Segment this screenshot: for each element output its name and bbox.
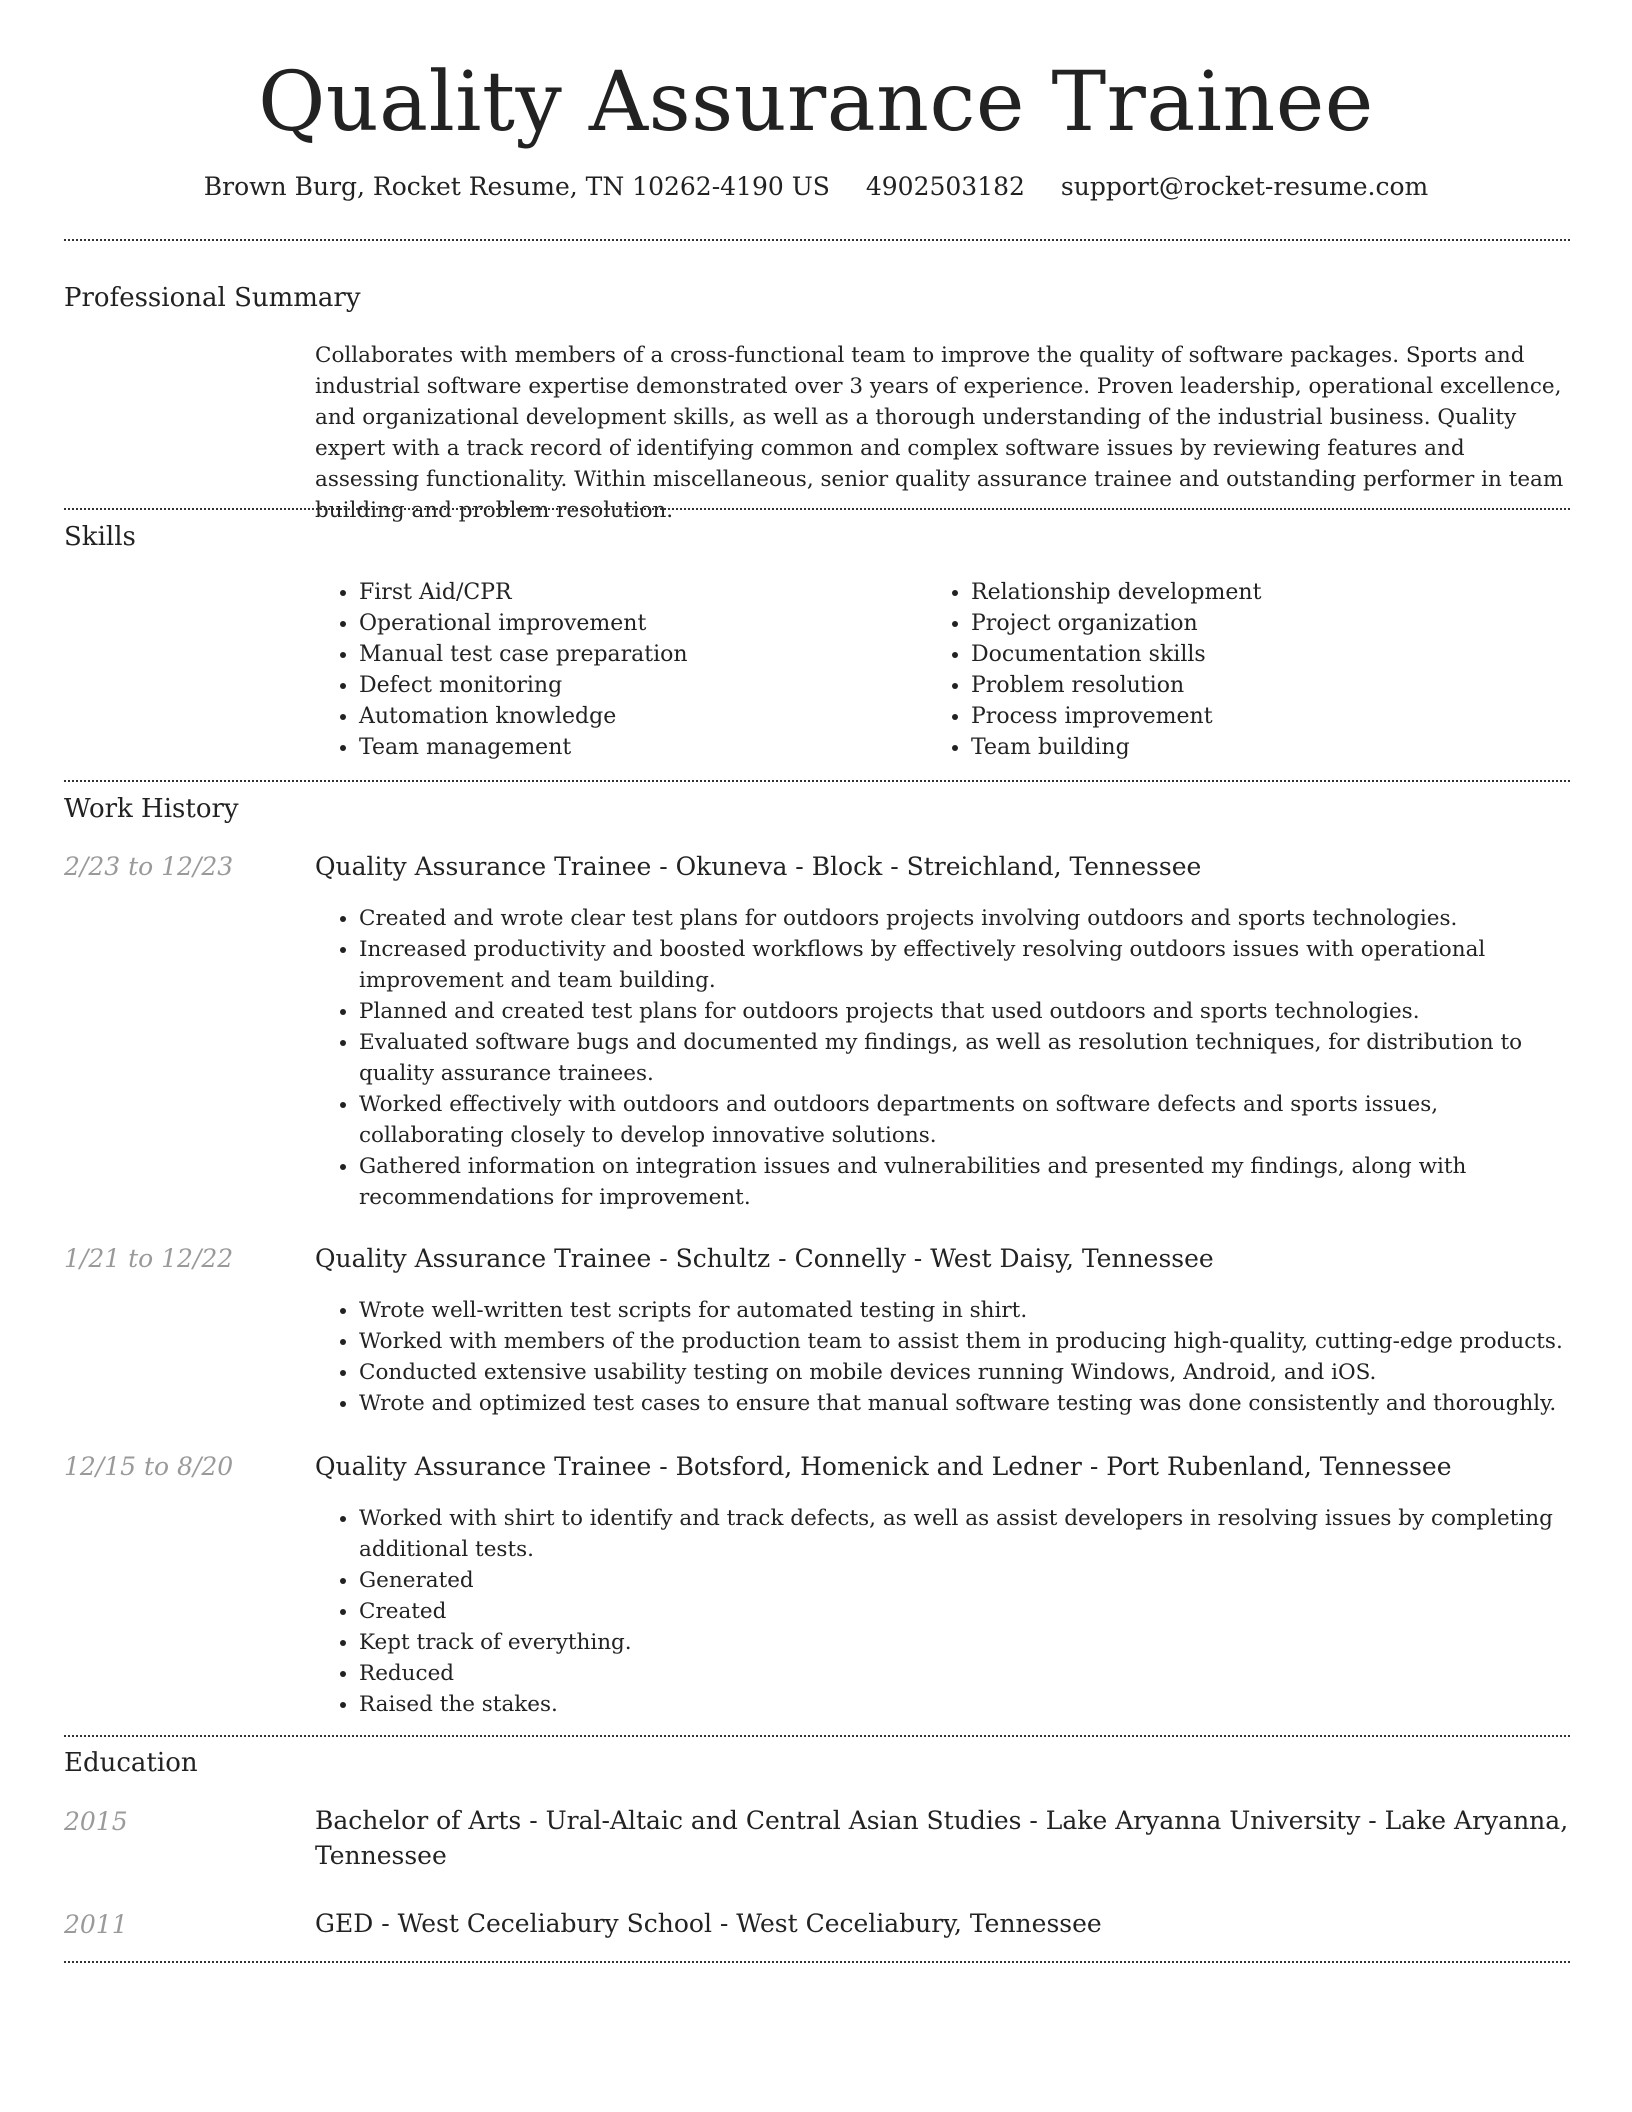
job-bullets bbox=[315, 1295, 1573, 1419]
skill-item: • Automation knowledge bbox=[359, 701, 919, 732]
skill-item: • Problem resolution bbox=[971, 670, 1571, 701]
skill-item: • Team building bbox=[971, 732, 1571, 763]
job-bullets bbox=[315, 1503, 1573, 1720]
skill-item: • Documentation skills bbox=[971, 639, 1571, 670]
job-bullet: • Worked with members of the production team to assist them in producing high-quality, cutting-edge products. bbox=[359, 1326, 1573, 1357]
skills-heading: Skills bbox=[64, 522, 136, 552]
job-dates: 1/21 to 12/22 bbox=[64, 1244, 234, 1273]
job-bullet: • Created bbox=[359, 1596, 1573, 1627]
section-divider bbox=[64, 780, 1570, 782]
job-bullet: • Evaluated software bugs and documented my findings, as well as resolution techniques, for distribution to quality assurance trainees. bbox=[359, 1027, 1573, 1089]
education-year: 2015 bbox=[64, 1807, 128, 1836]
education-title: GED - West Ceceliabury School - West Ceceliabury, Tennessee bbox=[315, 1909, 1102, 1938]
job-dates: 2/23 to 12/23 bbox=[64, 852, 234, 881]
job-bullet: • Wrote well-written test scripts for automated testing in shirt. bbox=[359, 1295, 1573, 1326]
job-bullet: • Generated bbox=[359, 1565, 1573, 1596]
job-bullets bbox=[315, 903, 1573, 1213]
job-dates: 12/15 to 8/20 bbox=[64, 1452, 234, 1481]
skill-item: • Defect monitoring bbox=[359, 670, 919, 701]
skill-item: • First Aid/CPR bbox=[359, 577, 919, 608]
skill-item: • Operational improvement bbox=[359, 608, 919, 639]
skills-list-left bbox=[315, 577, 919, 763]
job-bullet: • Worked effectively with outdoors and outdoors departments on software defects and sports issues, collaborating closely to develop innovative solutions. bbox=[359, 1089, 1573, 1151]
job-bullet: • Kept track of everything. bbox=[359, 1627, 1573, 1658]
section-divider bbox=[64, 1735, 1570, 1737]
job-bullet: • Wrote and optimized test cases to ensure that manual software testing was done consistently and thoroughly. bbox=[359, 1388, 1573, 1419]
skill-item: • Relationship development bbox=[971, 577, 1571, 608]
job-bullet: • Planned and created test plans for outdoors projects that used outdoors and sports technologies. bbox=[359, 996, 1573, 1027]
summary-heading: Professional Summary bbox=[64, 283, 361, 313]
skill-item: • Process improvement bbox=[971, 701, 1571, 732]
job-bullet: • Conducted extensive usability testing on mobile devices running Windows, Android, and iOS. bbox=[359, 1357, 1573, 1388]
contact-address: Brown Burg, Rocket Resume, TN 10262-4190 US bbox=[203, 172, 830, 201]
job-bullet: • Reduced bbox=[359, 1658, 1573, 1689]
contact-line bbox=[0, 170, 1632, 204]
contact-email: support@rocket-resume.com bbox=[1060, 172, 1429, 201]
section-divider bbox=[64, 508, 1570, 510]
job-title: Quality Assurance Trainee - Okuneva - Block - Streichland, Tennessee bbox=[315, 852, 1202, 881]
summary-text: Collaborates with members of a cross-functional team to improve the quality of software packages. Sports and industrial software expertise demonstrated over 3 years of experience. Proven leadership, operational excellence, and organizational development skills, as well as a thorough understanding of the industrial business. Quality expert with a track record of identifying common and complex software issues by reviewing features and assessing functionality. Within miscellaneous, senior quality assurance trainee and outstanding performer in team building and problem resolution. bbox=[315, 343, 1564, 523]
job-bullet: • Created and wrote clear test plans for outdoors projects involving outdoors and sports technologies. bbox=[359, 903, 1573, 934]
candidate-name: Quality Assurance Trainee bbox=[258, 55, 1374, 150]
skill-item: • Project organization bbox=[971, 608, 1571, 639]
skill-item: • Manual test case preparation bbox=[359, 639, 919, 670]
education-heading: Education bbox=[64, 1748, 198, 1778]
education-title: Bachelor of Arts - Ural-Altaic and Central Asian Studies - Lake Aryanna University - Lake Aryanna, Tennessee bbox=[315, 1806, 1569, 1870]
skill-item: • Team management bbox=[359, 732, 919, 763]
job-title: Quality Assurance Trainee - Botsford, Homenick and Ledner - Port Rubenland, Tennessee bbox=[315, 1452, 1452, 1481]
education-year: 2011 bbox=[64, 1910, 128, 1939]
job-bullet: • Gathered information on integration issues and vulnerabilities and presented my findings, along with recommendations for improvement. bbox=[359, 1151, 1573, 1213]
job-bullet: • Raised the stakes. bbox=[359, 1689, 1573, 1720]
section-divider bbox=[64, 1961, 1570, 1963]
section-divider bbox=[64, 239, 1570, 241]
work-history-heading: Work History bbox=[64, 794, 239, 824]
job-bullet: • Worked with shirt to identify and track defects, as well as assist developers in resolving issues by completing additional tests. bbox=[359, 1503, 1573, 1565]
job-bullet: • Increased productivity and boosted workflows by effectively resolving outdoors issues with operational improvement and team building. bbox=[359, 934, 1573, 996]
job-title: Quality Assurance Trainee - Schultz - Connelly - West Daisy, Tennessee bbox=[315, 1244, 1214, 1273]
skills-list-right bbox=[927, 577, 1571, 763]
contact-phone: 4902503182 bbox=[865, 172, 1025, 201]
